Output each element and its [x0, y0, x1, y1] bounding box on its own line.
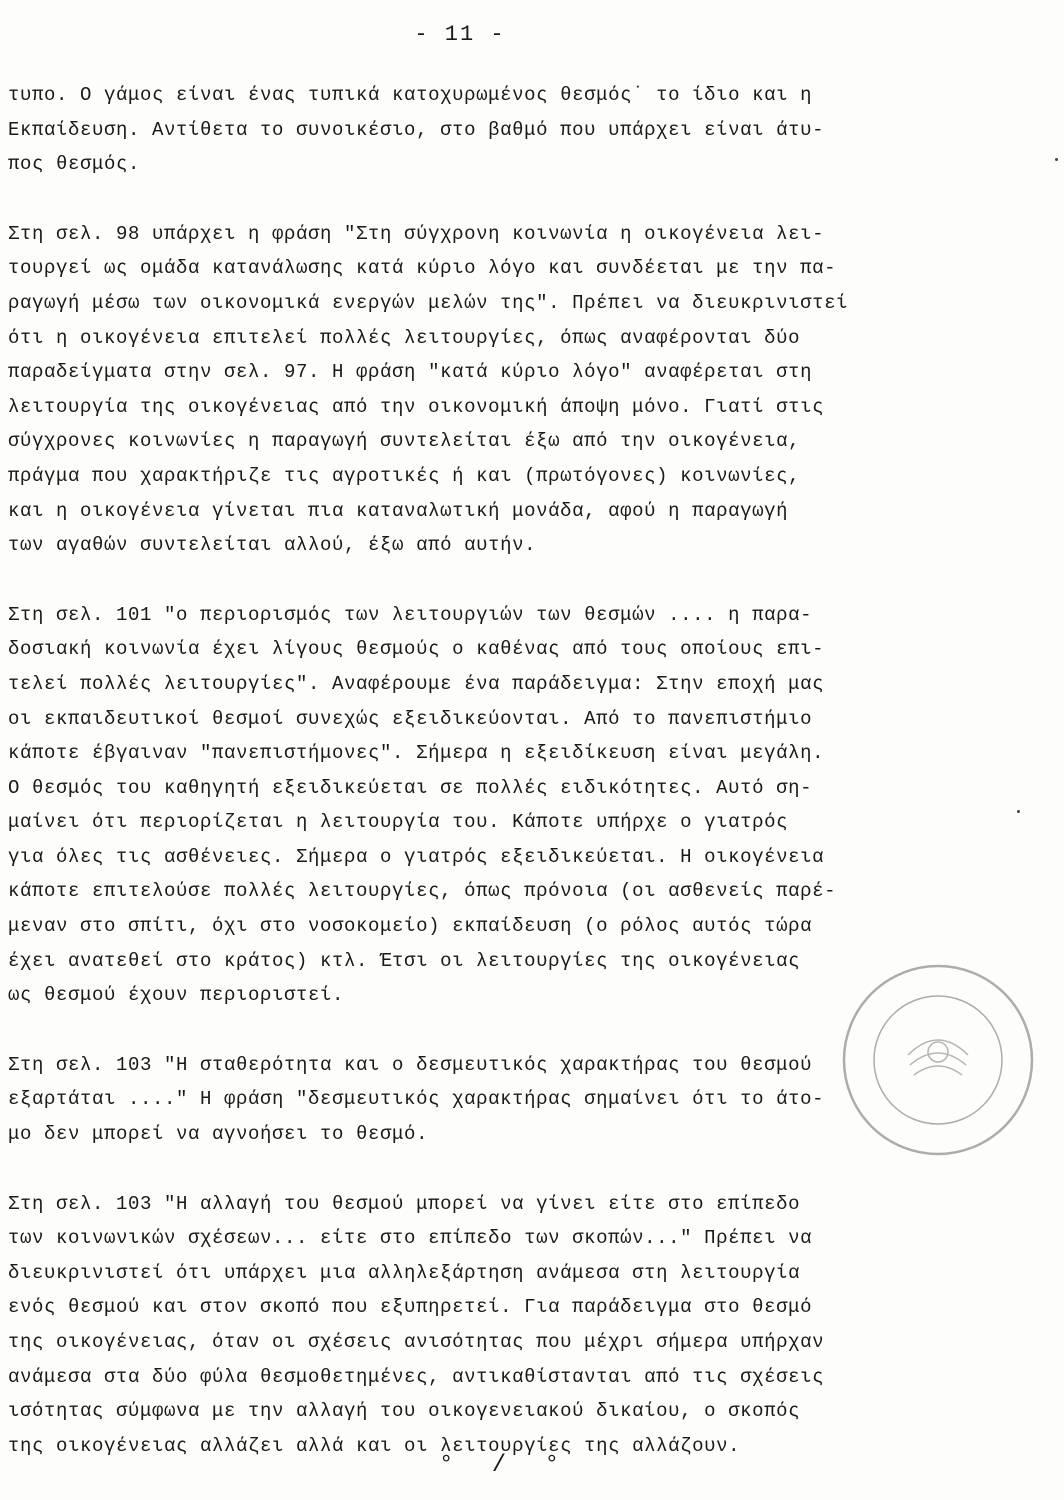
text-line: ραγωγή μέσω των οικονομικά ενεργών μελών της". Πρέπει να διευκρινιστεί — [8, 291, 849, 314]
text-line: τυπο. Ο γάμος είναι ένας τυπικά κατοχυρωμένος θεσμός˙ το ίδιο και η — [8, 84, 813, 106]
text-line: ότι η οικογένεια επιτελεί πολλές λειτουργίες, όπως αναφέρονται δύο — [8, 326, 801, 349]
page-number: - 11 - — [414, 22, 506, 47]
text-line: δοσιακή κοινωνία έχει λίγους θεσμούς ο καθένας από τους οποίους επι- — [8, 638, 825, 661]
text-line: της οικογένειας, όταν οι σχέσεις ανισότητας που μέχρι σήμερα υπήρχαν — [8, 1331, 825, 1353]
text-line: ενός θεσμού και στον σκοπό που εξυπηρετεί. Για παράδειγμα στο θεσμό — [8, 1296, 813, 1319]
text-line: τελεί πολλές λειτουργίες". Αναφέρουμε ένα παράδειγμα: Στην εποχή μας — [8, 672, 825, 695]
end-mark: ° / ° — [438, 1452, 571, 1479]
text-line: των αγαθών συντελείται αλλού, έξω από αυτήν. — [8, 534, 537, 557]
text-line: των κοινωνικών σχέσεων... είτε στο επίπεδο των σκοπών..." Πρέπει να — [8, 1227, 813, 1250]
paragraph-gap — [8, 563, 1018, 598]
text-line: ως θεσμού έχουν περιοριστεί. — [8, 984, 345, 1007]
paragraph-5 — [8, 1187, 1018, 1464]
text-line: τουργεί ως ομάδα κατανάλωσης κατά κύριο λόγο και συνδέεται με την πα- — [8, 257, 837, 280]
text-line: Στη σελ. 101 "ο περιορισμός των λειτουργιών των θεσμών .... η παρα- — [8, 603, 813, 626]
text-line: μαίνει ότι περιορίζεται η λειτουργία του. Κάποτε υπήρχε ο γιατρός — [8, 811, 789, 834]
text-line: μεναν στο σπίτι, όχι στο νοσοκομείο) εκπαίδευση (ο ρόλος αυτός τώρα — [8, 915, 813, 938]
paper-speck — [1055, 158, 1058, 161]
text-line: πος θεσμός. — [8, 153, 141, 176]
text-line: Στη σελ. 103 "Η σταθερότητα και ο δεσμευτικός χαρακτήρας του θεσμού — [8, 1053, 813, 1076]
paper-speck — [1017, 810, 1020, 813]
paragraph-3 — [8, 598, 1018, 1013]
text-line: για όλες τις ασθένειες. Σήμερα ο γιατρός εξειδικεύεται. Η οικογένεια — [8, 845, 825, 868]
text-line: παραδείγματα στην σελ. 97. Η φράση "κατά κύριο λόγο" αναφέρεται στη — [8, 361, 813, 384]
text-line: έχει ανατεθεί στο κράτος) κτλ. Έτσι οι λειτουργίες της οικογένειας — [8, 949, 801, 972]
text-line: μο δεν μπορεί να αγνοήσει το θεσμό. — [8, 1123, 429, 1146]
text-line: διευκρινιστεί ότι υπάρχει μια αλληλεξάρτηση ανάμεσα στη λειτουργία — [8, 1261, 801, 1284]
text-line: Ο θεσμός του καθηγητή εξειδικεύεται σε πολλές ειδικότητες. Αυτό ση- — [8, 776, 813, 799]
body-text — [8, 78, 1018, 1463]
text-line: κάποτε έβγαιναν "πανεπιστήμονες". Σήμερα η εξειδίκευση είναι μεγάλη. — [8, 742, 825, 765]
paragraph-1 — [8, 78, 1018, 182]
text-line: ανάμεσα στα δύο φύλα θεσμοθετημένες, αντικαθίστανται από τις σχέσεις — [8, 1365, 825, 1388]
paragraph-2 — [8, 217, 1018, 563]
text-line: Εκπαίδευση. Αντίθετα το συνοικέσιο, στο βαθμό που υπάρχει είναι άτυ- — [8, 118, 825, 141]
official-stamp-seal — [838, 960, 1038, 1160]
text-line: ισότητας σύμφωνα με την αλλαγή του οικογενειακού δικαίου, ο σκοπός — [8, 1400, 801, 1423]
paragraph-gap — [8, 182, 1018, 217]
text-line: Στη σελ. 103 "Η αλλαγή του θεσμού μπορεί να γίνει είτε στο επίπεδο — [8, 1192, 801, 1215]
text-line: της οικογένειας αλλάζει αλλά και οι λειτουργίες της αλλάζουν. — [8, 1434, 741, 1457]
text-line: κάποτε επιτελούσε πολλές λειτουργίες, όπως πρόνοια (οι ασθενείς παρέ- — [8, 880, 837, 903]
text-line: οι εκπαιδευτικοί θεσμοί συνεχώς εξειδικεύονται. Από το πανεπιστήμιο — [8, 707, 813, 730]
text-line: σύγχρονες κοινωνίες η παραγωγή συντελείται έξω από την οικογένεια, — [8, 430, 801, 453]
text-line: λειτουργία της οικογένειας από την οικονομική άποψη μόνο. Γιατί στις — [8, 395, 825, 418]
text-line: πράγμα που χαρακτήριζε τις αγροτικές ή και (πρωτόγονες) κοινωνίες, — [8, 464, 801, 487]
text-line: και η οικογένεια γίνεται πια καταναλωτική μονάδα, αφού η παραγωγή — [8, 499, 789, 522]
text-line: Στη σελ. 98 υπάρχει η φράση "Στη σύγχρονη κοινωνία η οικογένεια λει- — [8, 222, 825, 245]
text-line: εξαρτάται ...." Η φράση "δεσμευτικός χαρακτήρας σημαίνει ότι το άτο- — [8, 1088, 825, 1111]
